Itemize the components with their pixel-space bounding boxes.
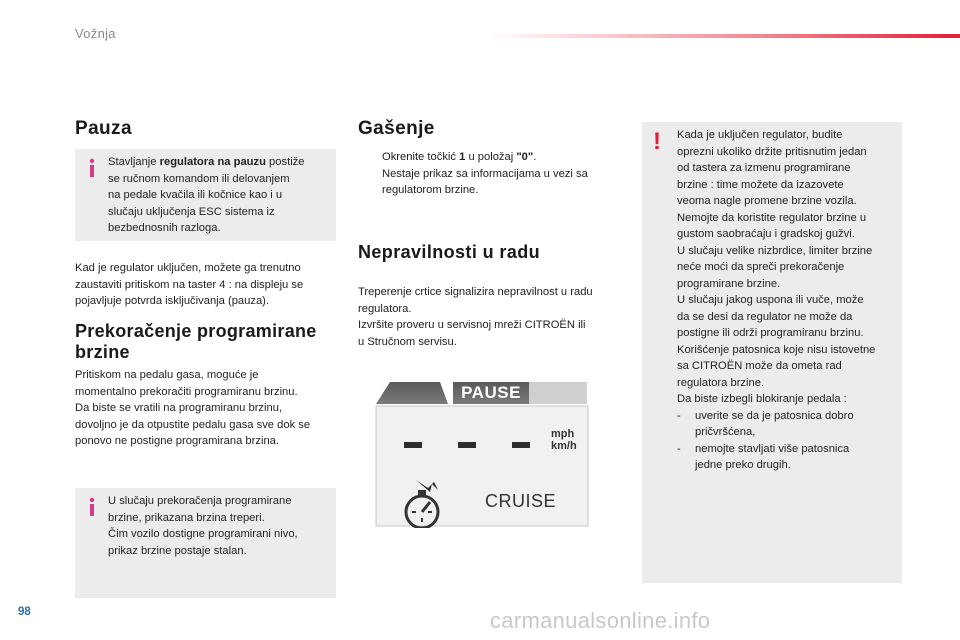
warning-line: neće moći da spreči prekoračenje (677, 261, 845, 273)
note-text-pauza (108, 154, 333, 237)
body-line: Pritiskom na pedalu gasa, moguće je (75, 369, 259, 381)
watermark: carmanualsonline.info (490, 608, 711, 633)
speed-unit-mph: mph (551, 428, 575, 440)
note-line: brzine, prikazana brzina treperi. (108, 511, 265, 524)
warning-line: Kada je uključen regulator, budite (677, 129, 843, 141)
gasenje-body (362, 149, 624, 199)
warning-line: U slučaju jakog uspona ili vuče, može (677, 294, 864, 306)
heading-line: brzine (75, 342, 130, 362)
warning-line: da se desi da regulator ne može da (677, 310, 853, 323)
body-line: u Stručnom servisu. (358, 335, 457, 348)
cruise-label: CRUISE (485, 491, 557, 511)
speed-dash (404, 442, 422, 448)
dash-line-text: pričvršćena, (695, 426, 756, 438)
body-line: dovoljno je da otpustite pedalu gasa sve dok se (75, 418, 311, 431)
warning-line: veoma nagle promene brzine vozila. (677, 195, 857, 207)
warning-line: Da biste izbegli blokiranje pedala : (677, 393, 847, 405)
speed-dash (512, 442, 530, 448)
header-accent-line (485, 34, 960, 38)
gasenje-mid: u položaj (465, 151, 517, 163)
speed-dash (458, 442, 476, 448)
page-number: 98 (18, 606, 31, 618)
body-line: Nestaje prikaz sa informacijama u vezi sa (382, 167, 588, 180)
prekoracenje-body (75, 367, 340, 450)
warning-line: U slučaju velike nizbrdice, limiter brzine (677, 244, 873, 257)
heading-prekoracenje (75, 321, 340, 363)
gasenje-pre: Okrenite točkić (382, 151, 460, 163)
gasenje-bold-0: "0" (516, 151, 534, 163)
body-line: Treperenje crtice signalizira nepravilnost u radu (358, 286, 593, 298)
info-icon (87, 497, 97, 517)
note-pre: Stavljanje (108, 156, 160, 168)
warning-line: Korišćenje patosnica koje nisu istovetne (677, 343, 876, 356)
note-line: postiže (265, 156, 305, 168)
warning-line: brzine : time možete da izazovete (677, 178, 844, 191)
nepravilnosti-body (358, 284, 628, 350)
gasenje-bold-1: 1 (459, 151, 466, 163)
section-header: Vožnja (75, 26, 116, 41)
body-line: Izvršite proveru u servisnoj mreži CITROËN ili (358, 319, 586, 331)
warning-text (677, 127, 899, 474)
display-tab-left (376, 382, 448, 404)
body-line: zaustaviti pritiskom na taster 4 : na displeju se (75, 278, 304, 291)
warning-line: oprezni ukoliko držite pritisnutim jedan (677, 145, 867, 158)
body-line: regulatora. (358, 302, 412, 315)
body-line: momentalno prekoračiti programiranu brzinu. (75, 385, 298, 398)
note-line: se ručnom komandom ili delovanjem (108, 172, 290, 185)
dash-line-text: jedne preko drugih. (695, 459, 791, 471)
warning-icon: ! (653, 128, 661, 155)
heading-gasenje: Gašenje (358, 118, 435, 139)
note-text-prekoracenje (108, 493, 333, 559)
warning-line: Nemojte da koristite regulator brzine u (677, 211, 867, 224)
body-line: Da biste se vratili na programiranu brzinu, (75, 402, 283, 414)
speed-unit-kmh: km/h (551, 440, 577, 452)
dash-line-text: uverite se da je patosnica dobro (695, 409, 854, 422)
pauza-body (75, 260, 340, 310)
dash-marker: - (677, 442, 681, 455)
note-line: na pedale kvačila ili kočnice kao i u (108, 189, 283, 201)
heading-pauza: Pauza (75, 118, 132, 139)
body-line: pojavljuje potvrda isključivanja (pauza). (75, 295, 270, 307)
note-line: prikaz brzine postaje stalan. (108, 544, 247, 557)
heading-line: Prekoračenje programirane (75, 321, 317, 341)
warning-line: sa CITROËN može da ometa rad (677, 360, 842, 372)
note-bold: regulatora na pauzu (159, 156, 266, 168)
info-icon (87, 158, 97, 178)
warning-line: od tastera za izmenu programirane (677, 162, 851, 174)
dash-line-text: nemojte stavljati više patosnica (695, 442, 850, 455)
note-line: slučaju uključenja ESC sistema iz (108, 205, 275, 218)
dash-item (677, 441, 899, 474)
dash-marker: - (677, 409, 681, 422)
dash-item (677, 408, 899, 441)
body-line: regulatorom brzine. (382, 184, 479, 196)
warning-line: postigne ili održi programiranu brzinu. (677, 327, 864, 339)
note-line: U slučaju prekoračenja programirane (108, 495, 292, 507)
note-line: bezbednosnih razloga. (108, 222, 221, 234)
body-line: ponovo ne postigne programirana brzina. (75, 435, 279, 447)
body-line: Kad je regulator uključen, možete ga trenutno (75, 262, 301, 274)
gasenje-post: . (533, 151, 537, 163)
note-line: Čim vozilo dostigne programirani nivo, (108, 528, 298, 540)
warning-line: programirane brzine. (677, 277, 781, 290)
pause-label: PAUSE (461, 383, 521, 402)
heading-nepravilnosti: Nepravilnosti u radu (358, 242, 541, 262)
warning-line: gustom saobraćaju i gradskoj gužvi. (677, 228, 855, 240)
warning-line: regulatora brzine. (677, 376, 765, 389)
